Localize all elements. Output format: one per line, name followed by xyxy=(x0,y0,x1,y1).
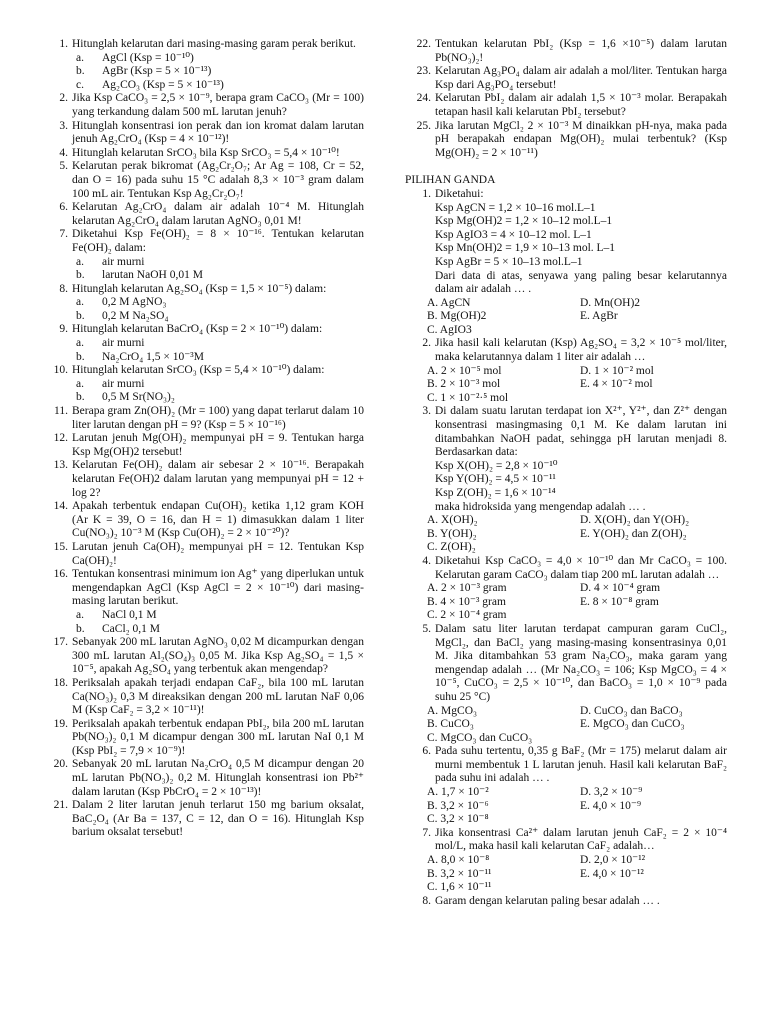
essay-question-number: 7. xyxy=(59,228,68,241)
essay-sub-item xyxy=(72,52,364,66)
essay-question xyxy=(405,92,727,119)
essay-sub-letter: a. xyxy=(76,377,84,390)
essay-question xyxy=(42,500,364,541)
mc-data-line: Ksp X(OH)₂ = 2,8 × 10⁻¹⁰ xyxy=(435,459,558,472)
essay-sub-item xyxy=(72,623,364,637)
answer-option: C. 2 × 10⁻⁴ gram xyxy=(427,609,507,622)
essay-question-number: 14. xyxy=(53,500,68,513)
answer-option: D. CuCO₃ dan BaCO₃ xyxy=(580,704,683,717)
essay-question xyxy=(42,92,364,119)
essay-sub-text: 0,5 M Sr(NO₃)₂ xyxy=(102,391,175,404)
mc-question-text: Jika hasil kali kelarutan (Ksp) Ag₂SO₄ = 3,2 × 10⁻⁵ mol/liter, maka kelarutannya dalam 1 liter air adalah … xyxy=(435,337,727,364)
essay-question-text: Larutan jenuh Mg(OH)₂ mempunyai pH = 9. Tentukan harga Ksp Mg(OH)2 tersebut! xyxy=(72,432,364,458)
mc-question xyxy=(405,555,727,582)
answer-option xyxy=(580,609,727,623)
mc-options xyxy=(405,365,727,406)
essay-question-text: Sebanyak 20 mL larutan Na₂CrO₄ 0,5 M dicampur dengan 20 mL larutan Pb(NO₃)₂ 0,2 M. Hitunglah konsentrasi ion Pb²⁺ dalam larutan (Ksp PbCrO₄ = 2 × 10⁻¹³)! xyxy=(72,758,364,798)
mc-question-number: 1. xyxy=(422,187,431,200)
essay-sub-item xyxy=(72,310,364,324)
mc-options xyxy=(405,786,727,827)
essay-question-number: 24. xyxy=(416,92,431,105)
essay-sub-text: AgBr (Ksp = 5 × 10⁻¹³) xyxy=(102,65,212,78)
mc-options xyxy=(405,705,727,746)
essay-sub-text: Ag₂CO₃ (Ksp = 5 × 10⁻¹³) xyxy=(102,78,224,91)
mc-question-number: 2. xyxy=(422,337,431,350)
essay-question-number: 6. xyxy=(59,201,68,214)
mc-question-number: 5. xyxy=(422,622,431,635)
essay-question-text: Hitunglah kelarutan Ag₂SO₄ (Ksp = 1,5 × 10⁻⁵) dalam: xyxy=(72,282,327,295)
answer-option: B. 4 × 10⁻³ gram xyxy=(427,595,506,608)
answer-option: A. X(OH)₂ xyxy=(427,514,478,527)
answer-option: B. 3,2 × 10⁻¹¹ xyxy=(427,867,492,880)
essay-sub-text: 0,2 M AgNO₃ xyxy=(102,296,167,309)
answer-option xyxy=(580,541,727,555)
essay-question-number: 23. xyxy=(416,65,431,78)
essay-question-text: Hitunglah kelarutan SrCO₃ bila Ksp SrCO₃ = 5,4 × 10⁻¹⁰! xyxy=(72,146,340,159)
essay-question-number: 4. xyxy=(59,146,68,159)
answer-option: D. 1 × 10⁻² mol xyxy=(580,364,654,377)
essay-question xyxy=(42,636,364,677)
answer-option: C. Z(OH)₂ xyxy=(427,541,476,554)
answer-option: E. 8 × 10⁻⁸ gram xyxy=(580,595,659,608)
answer-option: A. 8,0 × 10⁻⁸ xyxy=(427,854,490,867)
essay-question xyxy=(42,323,364,364)
essay-sub-letter: c. xyxy=(76,78,84,91)
essay-question-text: Apakah terbentuk endapan Cu(OH)₂ ketika 1,12 gram KOH (Ar K = 39, O = 16, dan H = 1) dimasukkan dalam 1 liter Cu(NO₃)₂ 10⁻³ M (Ksp Cu(OH)₂ = 2 × 10⁻²⁰)? xyxy=(72,500,364,540)
essay-question-text: Hitunglah kelarutan SrCO₃ (Ksp = 5,4 × 10⁻¹⁰) dalam: xyxy=(72,364,325,377)
essay-question-number: 8. xyxy=(59,282,68,295)
answer-option: E. MgCO₃ dan CuCO₃ xyxy=(580,718,685,731)
mc-data-line: Ksp Mg(OH)2 = 1,2 × 10–12 mol.L–1 xyxy=(435,215,613,228)
essay-question-text: Berapa gram Zn(OH)₂ (Mr = 100) yang dapat terlarut dalam 10 liter larutan dengan pH = 9? (Ksp = 5 × 10⁻¹⁶) xyxy=(72,405,364,431)
right-column xyxy=(405,38,727,908)
essay-question-number: 3. xyxy=(59,119,68,132)
essay-question xyxy=(405,38,727,65)
essay-sub-text: Na₂CrO₄ 1,5 × 10⁻³M xyxy=(102,350,204,363)
answer-option: C. AgIO3 xyxy=(427,323,472,336)
essay-question-number: 10. xyxy=(53,364,68,377)
essay-sub-text: CaCl₂ 0,1 M xyxy=(102,622,160,635)
answer-option: B. CuCO₃ xyxy=(427,718,474,731)
essay-question-number: 18. xyxy=(53,676,68,689)
answer-option: A. 1,7 × 10⁻² xyxy=(427,786,489,799)
essay-question xyxy=(42,120,364,147)
essay-sub-text: 0,2 M Na₂SO₄ xyxy=(102,309,169,322)
essay-question xyxy=(42,228,364,282)
essay-sub-item xyxy=(72,79,364,93)
essay-question-text: Dalam 2 liter larutan jenuh terlarut 150 mg barium oksalat, BaC₂O₄ (Ar Ba = 137, C = 12, dan O = 16). Hitunglah Ksp barium oksalat tersebut! xyxy=(72,799,364,839)
essay-sub-item xyxy=(72,378,364,392)
essay-question xyxy=(42,758,364,799)
essay-question-text: Tentukan kelarutan PbI₂ (Ksp = 1,6 ×10⁻⁵) dalam larutan Pb(NO₃)₂! xyxy=(435,38,727,64)
essay-sub-text: NaCl 0,1 M xyxy=(102,608,157,621)
essay-sub-letter: b. xyxy=(76,309,85,322)
essay-question-number: 21. xyxy=(53,799,68,812)
essay-question-number: 11. xyxy=(54,405,68,418)
mc-question xyxy=(405,895,727,909)
mc-options xyxy=(405,854,727,895)
essay-question xyxy=(42,283,364,324)
answer-option: C. 3,2 × 10⁻⁸ xyxy=(427,813,489,826)
essay-sub-item xyxy=(72,256,364,270)
essay-sub-text: air murni xyxy=(102,337,145,350)
essay-question-text: Kelarutan PbI₂ dalam air adalah 1,5 × 10⁻³ molar. Berapakah tetapan hasil kali kelarutan PbI₂ tersebut? xyxy=(435,92,727,118)
mc-question-number: 4. xyxy=(422,554,431,567)
essay-question xyxy=(405,65,727,92)
essay-question xyxy=(42,201,364,228)
mc-question xyxy=(405,745,727,786)
essay-sub-text: larutan NaOH 0,01 M xyxy=(102,269,203,282)
essay-question xyxy=(42,364,364,405)
mc-data-line: Ksp AgCN = 1,2 × 10–16 mol.L–1 xyxy=(435,201,596,214)
essay-question-text: Kelarutan Ag₂CrO₄ dalam air adalah 10⁻⁴ M. Hitunglah kelarutan Ag₂CrO₄ dalam larutan AgNO₃ 0,01 M! xyxy=(72,201,364,227)
essay-question-text: Periksalah apakah terjadi endapan CaF₂, bila 100 mL larutan Ca(NO₃)₂ 0,3 M direaksikan dengan 200 mL larutan NaF 0,06 M (Ksp CaF₂ = 3,2 × 10⁻¹¹)! xyxy=(72,676,364,717)
answer-option: C. 1 × 10⁻²·⁵ mol xyxy=(427,391,509,404)
essay-sub-letter: b. xyxy=(76,622,85,635)
answer-option: A. MgCO₃ xyxy=(427,704,478,717)
answer-option: D. Mn(OH)2 xyxy=(580,296,641,309)
mc-question-text: Pada suhu tertentu, 0,35 g BaF₂ (Mr = 175) melarut dalam air murni membentuk 1 L larutan jenuh. Hasil kali kelarutan BaF₂ pada suhu ini adalah … . xyxy=(435,745,727,785)
mc-question-number: 3. xyxy=(422,405,431,418)
answer-option xyxy=(580,881,727,895)
mc-question xyxy=(405,188,727,297)
answer-option: E. 4,0 × 10⁻⁹ xyxy=(580,799,641,812)
mc-options xyxy=(405,514,727,555)
essay-sub-letter: b. xyxy=(76,269,85,282)
essay-question xyxy=(42,459,364,500)
answer-option: D. 4 × 10⁻⁴ gram xyxy=(580,582,661,595)
mc-question-text: Dalam satu liter larutan terdapat campuran garam CuCl₂, MgCl₂, dan BaCl₂ yang masing-masing konsentrasinya 0,01 M. Jika ditambahkan 53 gram Na₂CO₃, maka garam yang mengendap adalah … (Mr Na₂CO₃ = 106; Ksp MgCO₃ = 4 × 10⁻⁵, CuCO₃ = 2,5 × 10⁻¹⁰, dan BaCO₃ = 1,0 × 10⁻⁹ pada suhu 25 °C) xyxy=(435,622,727,703)
essay-sub-text: AgCl (Ksp = 10⁻¹⁰) xyxy=(102,51,194,64)
essay-question-number: 22. xyxy=(416,38,431,50)
essay-question-number: 5. xyxy=(59,160,68,173)
mc-question-text: Di dalam suatu larutan terdapat ion X²⁺, Y²⁺, dan Z²⁺ dengan konsentrasi masingmasing 0,1 M. Ke dalam larutan ini ditambahkan NaOH padat, sehingga pH larutan menjadi 8. Berdasarkan data: xyxy=(435,405,727,459)
essay-question-number: 19. xyxy=(53,717,68,730)
section-heading: PILIHAN GANDA xyxy=(405,174,496,187)
answer-option: D. 3,2 × 10⁻⁹ xyxy=(580,786,643,799)
essay-question-text: Periksalah apakah terbentuk endapan PbI₂, bila 200 mL larutan Pb(NO₃)₂ 0,1 M dicampur dengan 300 mL larutan NaI 0,1 M (Ksp PbI₂ = 7,9 × 10⁻⁹)! xyxy=(72,717,364,757)
mc-data-line: Ksp Y(OH)₂ = 4,5 × 10⁻¹¹ xyxy=(435,473,556,486)
essay-question-text: Hitunglah kelarutan BaCrO₄ (Ksp = 2 × 10⁻¹⁰) dalam: xyxy=(72,323,323,336)
essay-sub-letter: a. xyxy=(76,255,84,268)
mc-question-number: 7. xyxy=(422,826,431,839)
essay-question-number: 13. xyxy=(53,459,68,472)
essay-sub-item xyxy=(72,337,364,351)
answer-option: B. 3,2 × 10⁻⁶ xyxy=(427,799,489,812)
answer-option: B. Mg(OH)2 xyxy=(427,310,487,323)
essay-sub-item xyxy=(72,269,364,283)
essay-question xyxy=(42,147,364,161)
answer-option xyxy=(580,813,727,827)
answer-option: B. Y(OH)₂ xyxy=(427,527,477,540)
essay-question-number: 17. xyxy=(53,636,68,649)
answer-option: E. AgBr xyxy=(580,310,618,323)
essay-question-text: Jika Ksp CaCO₃ = 2,5 × 10⁻⁹, berapa gram CaCO₃ (Mr = 100) yang terkandung dalam 500 mL larutan jenuh? xyxy=(72,92,364,118)
mc-question-text: Diketahui Ksp CaCO₃ = 4,0 × 10⁻¹⁰ dan Mr CaCO₃ = 100. Kelarutan garam CaCO₃ dalam tiap 200 mL larutan adalah … xyxy=(435,554,727,581)
left-column xyxy=(42,38,364,840)
essay-sub-letter: b. xyxy=(76,65,85,78)
essay-question xyxy=(42,718,364,759)
mc-question-text: Diketahui: xyxy=(435,187,484,200)
mc-data-line: maka hidroksida yang mengendap adalah … . xyxy=(435,500,646,513)
mc-data-line: Dari data di atas, senyawa yang paling besar kelarutannya dalam air adalah … . xyxy=(435,269,727,296)
essay-sub-letter: a. xyxy=(76,51,84,64)
mc-question xyxy=(405,623,727,705)
answer-option xyxy=(580,732,727,746)
essay-question-number: 15. xyxy=(53,540,68,553)
essay-question-text: Kelarutan Fe(OH)₂ dalam air sebesar 2 × 10⁻¹⁶. Berapakah kelarutan Fe(OH)2 dalam larutan yang mempunyai pH = 12 + log 2? xyxy=(72,459,364,499)
essay-sub-letter: a. xyxy=(76,608,84,621)
essay-question xyxy=(42,799,364,840)
answer-option xyxy=(580,392,727,406)
essay-question-text: Diketahui Ksp Fe(OH)₂ = 8 × 10⁻¹⁶. Tentukan kelarutan Fe(OH)₂ dalam: xyxy=(72,228,364,254)
answer-option: D. 2,0 × 10⁻¹² xyxy=(580,854,646,867)
essay-question xyxy=(42,568,364,636)
essay-sub-item xyxy=(72,391,364,405)
answer-option: B. 2 × 10⁻³ mol xyxy=(427,378,501,391)
essay-question-number: 25. xyxy=(416,119,431,132)
mc-data-line: Ksp AgBr = 5 × 10–13 mol.L–1 xyxy=(435,255,583,268)
mc-question xyxy=(405,405,727,514)
essay-question xyxy=(42,38,364,92)
essay-question-text: Tentukan konsentrasi minimum ion Ag⁺ yang diperlukan untuk mengendapkan AgCl (Ksp AgCl = 2 × 10⁻¹⁰) dari masing-masing larutan berikut. xyxy=(72,568,364,608)
answer-option: C. 1,6 × 10⁻¹¹ xyxy=(427,881,492,894)
mc-question xyxy=(405,827,727,854)
mc-question-text: Garam dengan kelarutan paling besar adalah … . xyxy=(435,894,660,907)
essay-sub-letter: a. xyxy=(76,296,84,309)
essay-question xyxy=(405,120,727,161)
essay-question-number: 9. xyxy=(59,323,68,336)
mc-data-line: Ksp Mn(OH)2 = 1,9 × 10–13 mol. L–1 xyxy=(435,242,616,255)
essay-question-number: 12. xyxy=(53,432,68,445)
answer-option: E. 4,0 × 10⁻¹² xyxy=(580,867,644,880)
mc-question xyxy=(405,337,727,364)
answer-option: A. 2 × 10⁻³ gram xyxy=(427,582,507,595)
mc-question-number: 8. xyxy=(422,894,431,907)
mc-question-text: Jika konsentrasi Ca²⁺ dalam larutan jenuh CaF₂ = 2 × 10⁻⁴ mol/L, maka hasil kali kelarutan CaF₂ adalah… xyxy=(435,826,727,853)
essay-question-text: Kelarutan perak bikromat (Ag₂Cr₂O₇; Ar Ag = 108, Cr = 52, dan O = 16) pada suhu 15 °C adalah 8,3 × 10⁻³ gram dalam 100 mL air. Tentukan Ksp Ag₂Cr₂O₇! xyxy=(72,160,364,200)
essay-question xyxy=(42,432,364,459)
essay-question xyxy=(42,677,364,718)
essay-question-text: Larutan jenuh Ca(OH)₂ mempunyai pH = 12. Tentukan Ksp Ca(OH)₂! xyxy=(72,540,364,567)
essay-question xyxy=(42,541,364,568)
answer-option: A. 2 × 10⁻⁵ mol xyxy=(427,364,502,377)
mc-options xyxy=(405,582,727,623)
essay-question xyxy=(42,405,364,432)
essay-sub-item xyxy=(72,65,364,79)
mc-data-line: Ksp Z(OH)₂ = 1,6 × 10⁻¹⁴ xyxy=(435,487,556,499)
essay-sub-item xyxy=(72,296,364,310)
answer-option: C. MgCO₃ dan CuCO₃ xyxy=(427,731,533,744)
essay-sub-letter: a. xyxy=(76,337,84,350)
essay-question-text: Hitunglah kelarutan dari masing-masing garam perak berikut. xyxy=(72,38,356,50)
essay-question-number: 16. xyxy=(53,568,68,581)
answer-option: A. AgCN xyxy=(427,296,471,309)
mc-question-number: 6. xyxy=(422,745,431,758)
essay-sub-item xyxy=(72,351,364,365)
answer-option: E. Y(OH)₂ dan Z(OH)₂ xyxy=(580,527,687,540)
essay-sub-text: air murni xyxy=(102,255,145,268)
essay-sub-letter: b. xyxy=(76,391,85,404)
essay-question-number: 20. xyxy=(53,758,68,771)
essay-question-number: 1. xyxy=(59,38,68,50)
mc-data-line: Ksp AgIO3 = 4 × 10–12 mol. L–1 xyxy=(435,228,592,241)
mc-options xyxy=(405,297,727,338)
essay-sub-letter: b. xyxy=(76,350,85,363)
answer-option xyxy=(580,324,727,338)
answer-option: E. 4 × 10⁻² mol xyxy=(580,378,653,391)
answer-option: D. X(OH)₂ dan Y(OH)₂ xyxy=(580,514,690,527)
essay-question-number: 2. xyxy=(59,92,68,105)
essay-sub-item xyxy=(72,609,364,623)
essay-question xyxy=(42,160,364,201)
essay-question-text: Jika larutan MgCl₂ 2 × 10⁻³ M dinaikkan pH-nya, maka pada pH berapakah endapan Mg(OH)₂ mulai terbentuk? (Ksp Mg(OH)₂ = 2 × 10⁻¹¹) xyxy=(435,119,727,159)
essay-question-text: Hitunglah konsentrasi ion perak dan ion kromat dalam larutan jenuh Ag₂CrO₄ (Ksp = 4 × 10⁻¹²)! xyxy=(72,119,364,146)
essay-sub-text: air murni xyxy=(102,377,145,390)
essay-question-text: Kelarutan Ag₃PO₄ dalam air adalah a mol/liter. Tentukan harga Ksp dari Ag₃PO₄ tersebut! xyxy=(435,65,727,91)
essay-question-text: Sebanyak 200 mL larutan AgNO₃ 0,02 M dicampurkan dengan 300 mL larutan Al₂(SO₄)₃ 0,05 M. Jika Ksp Ag₂SO₄ = 1,5 × 10⁻⁵, apakah Ag₂SO₄ yang terbentuk akan mengendap? xyxy=(72,636,364,676)
